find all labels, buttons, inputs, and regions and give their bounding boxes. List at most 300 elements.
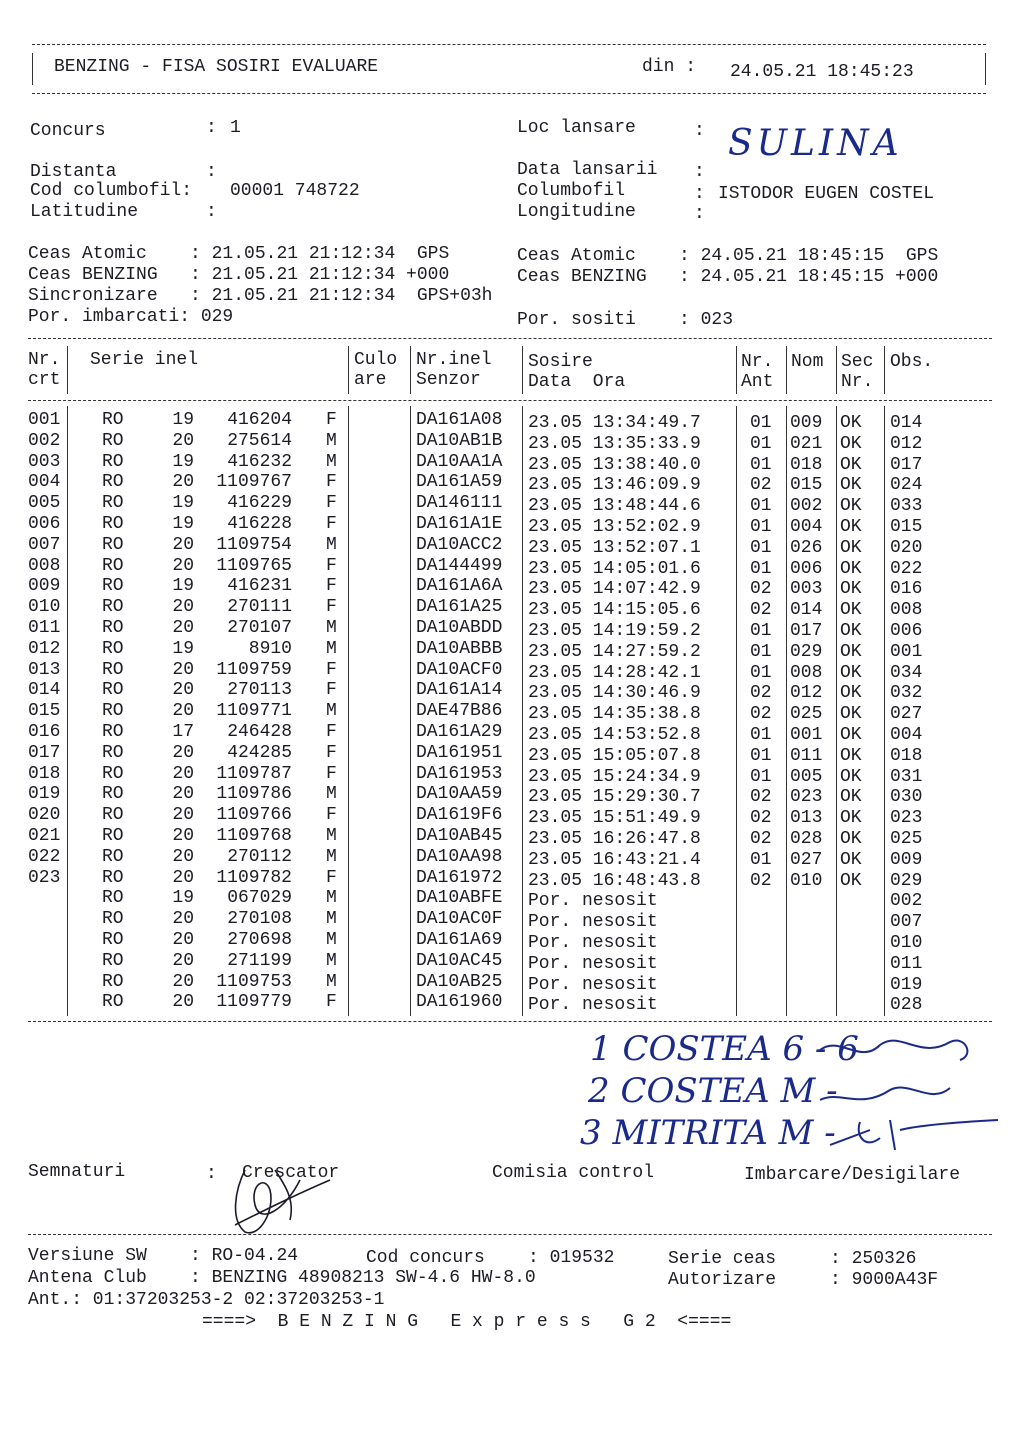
cell-tara: RO <box>102 763 124 784</box>
cell-tara: RO <box>102 909 124 930</box>
cell-sex: F <box>326 763 337 784</box>
cell-sex: M <box>326 846 337 867</box>
cell-crt: 005 <box>28 493 61 514</box>
clock-left-1: Ceas Atomic : 21.05.21 21:12:34 GPS <box>28 244 450 264</box>
cell-ant: 01 <box>750 454 772 475</box>
cell-sosire: 23.05 14:35:38.8 <box>528 704 701 725</box>
th-sec-2: Nr. <box>841 372 874 392</box>
sig-label: Semnaturi <box>28 1162 126 1182</box>
cell-ant: 01 <box>750 745 772 766</box>
cell-ant: 01 <box>750 662 772 683</box>
cell-sex: F <box>326 722 337 742</box>
label-latitudine: Latitudine <box>30 202 139 222</box>
cell-inel: 416204 <box>227 410 292 430</box>
cell-senzor: DA10AA59 <box>416 784 503 805</box>
cell-crt: 020 <box>28 805 61 826</box>
cell-sosire: 23.05 15:51:49.9 <box>528 808 701 829</box>
por-imbarcati: Por. imbarcati: 029 <box>28 307 234 327</box>
cell-an: 20 <box>172 930 194 950</box>
cell-sec: OK <box>840 829 862 849</box>
cell-sosire: 23.05 14:53:52.8 <box>528 725 701 745</box>
cell-sec: OK <box>840 433 862 454</box>
cell-tara: RO <box>102 971 124 992</box>
cell-senzor: DA161951 <box>416 742 503 763</box>
table-header-rule <box>28 400 992 401</box>
cell-sec: OK <box>840 745 862 766</box>
cell-tara: RO <box>102 430 124 451</box>
cell-tara: RO <box>102 846 124 867</box>
cell-senzor: DA144499 <box>416 555 503 576</box>
sig-crescator: Crescator <box>242 1163 340 1183</box>
din-label: din : <box>642 57 697 77</box>
cell-sosire: Por. nesosit <box>528 912 658 933</box>
sep-longitudine: : <box>694 204 705 224</box>
cell-inel: 416228 <box>227 514 292 534</box>
cell-an: 19 <box>172 576 194 597</box>
cell-an: 20 <box>172 784 194 805</box>
cell-senzor: DA10AB25 <box>416 971 503 992</box>
cell-sex: M <box>326 430 337 451</box>
th-nom: Nom <box>791 352 824 372</box>
cell-senzor: DA10ABBB <box>416 638 503 659</box>
cell-tara: RO <box>102 659 124 680</box>
cell-tara: RO <box>102 826 124 846</box>
cell-obs: 025 <box>890 829 923 849</box>
cell-senzor: DA10AC0F <box>416 909 503 930</box>
cell-crt: 018 <box>28 763 61 784</box>
cell-crt: 004 <box>28 472 61 493</box>
th-obs: Obs. <box>890 352 934 372</box>
cell-obs: 012 <box>890 433 923 454</box>
cell-sex: M <box>326 701 337 722</box>
cell-an: 20 <box>172 742 194 763</box>
cell-sec: OK <box>840 454 862 475</box>
cell-sosire: 23.05 13:48:44.6 <box>528 496 701 517</box>
cell-senzor: DA10AA98 <box>416 846 503 867</box>
cell-crt: 017 <box>28 742 61 763</box>
cell-inel: 1109759 <box>216 659 292 680</box>
cell-crt: 011 <box>28 618 61 638</box>
sig-comisia-control: Comisia control <box>492 1163 655 1183</box>
label-cod-columbofil: Cod columbofil: <box>30 181 193 201</box>
cell-senzor: DA161A08 <box>416 410 503 430</box>
cell-obs: 006 <box>890 621 923 641</box>
cell-obs: 017 <box>890 454 923 475</box>
cell-ant: 01 <box>750 766 772 787</box>
cell-senzor: DA1619F6 <box>416 805 503 826</box>
cell-sex: F <box>326 493 337 514</box>
cell-sosire: Por. nesosit <box>528 933 658 953</box>
sep-distanta: : <box>206 162 217 182</box>
cell-tara: RO <box>102 722 124 742</box>
cell-an: 20 <box>172 534 194 555</box>
cell-sosire: 23.05 14:19:59.2 <box>528 621 701 641</box>
cell-nom: 028 <box>790 829 823 849</box>
cell-ant: 02 <box>750 808 772 829</box>
cell-sosire: 23.05 14:07:42.9 <box>528 579 701 600</box>
cell-obs: 007 <box>890 912 923 933</box>
cell-inel: 1109754 <box>216 534 292 555</box>
th-sosire-2: Data Ora <box>528 372 626 392</box>
cell-inel: 8910 <box>248 638 292 659</box>
cell-crt: 009 <box>28 576 61 597</box>
cell-crt: 008 <box>28 555 61 576</box>
cell-crt: 010 <box>28 597 61 618</box>
th-crt: crt <box>28 370 61 390</box>
cell-sex: F <box>326 597 337 618</box>
cell-crt: 002 <box>28 430 61 451</box>
sep-columbofil: : <box>694 184 705 204</box>
cell-ant: 02 <box>750 829 772 849</box>
cell-inel: 416229 <box>227 493 292 514</box>
cell-an: 19 <box>172 410 194 430</box>
cell-sec: OK <box>840 641 862 662</box>
cell-sosire: 23.05 15:05:07.8 <box>528 745 701 766</box>
cell-nom: 004 <box>790 517 823 537</box>
cell-sex: M <box>326 950 337 971</box>
th-senzor-1: Nr.inel <box>416 350 492 370</box>
cell-senzor: DA10ACF0 <box>416 659 503 680</box>
clock-left-2: Ceas BENZING : 21.05.21 21:12:34 +000 <box>28 265 450 285</box>
cell-obs: 029 <box>890 870 923 891</box>
sep-loc-lansare: : <box>694 121 705 141</box>
cell-sec: OK <box>840 537 862 558</box>
footer-autorizare: Autorizare : 9000A43F <box>668 1270 939 1290</box>
cell-sosire: Por. nesosit <box>528 891 658 912</box>
cell-senzor: DA146111 <box>416 493 503 514</box>
th-sec-1: Sec <box>841 352 874 372</box>
cell-tara: RO <box>102 784 124 805</box>
cell-obs: 010 <box>890 933 923 953</box>
cell-senzor: DA10AB1B <box>416 430 503 451</box>
cell-sec: OK <box>840 725 862 745</box>
th-ant-1: Nr. <box>741 352 774 372</box>
cell-tara: RO <box>102 930 124 950</box>
cell-sosire: 23.05 16:26:47.8 <box>528 829 701 849</box>
cell-sec: OK <box>840 558 862 579</box>
cell-tara: RO <box>102 888 124 909</box>
cell-sex: F <box>326 410 337 430</box>
clock-right-2: Ceas BENZING : 24.05.21 18:45:15 +000 <box>517 267 939 287</box>
label-distanta: Distanta <box>30 162 117 182</box>
cell-sec: OK <box>840 766 862 787</box>
cell-tara: RO <box>102 576 124 597</box>
cell-inel: 270112 <box>227 846 292 867</box>
cell-obs: 024 <box>890 475 923 496</box>
cell-sosire: 23.05 14:30:46.9 <box>528 683 701 704</box>
cell-inel: 1109765 <box>216 555 292 576</box>
cell-sec: OK <box>840 870 862 891</box>
cell-an: 20 <box>172 659 194 680</box>
footer-rule <box>28 1234 992 1235</box>
cell-obs: 022 <box>890 558 923 579</box>
cell-an: 20 <box>172 701 194 722</box>
cell-nom: 018 <box>790 454 823 475</box>
cell-inel: 1109782 <box>216 867 292 888</box>
cell-ant: 01 <box>750 849 772 870</box>
th-ant-2: Ant <box>741 372 774 392</box>
cell-sec: OK <box>840 787 862 808</box>
cell-sec: OK <box>840 662 862 683</box>
cell-nom: 006 <box>790 558 823 579</box>
cell-inel: 270698 <box>227 930 292 950</box>
cell-tara: RO <box>102 514 124 534</box>
value-columbofil: ISTODOR EUGEN COSTEL <box>718 184 935 204</box>
cell-an: 19 <box>172 888 194 909</box>
sig-sep: : <box>206 1164 217 1184</box>
sep-concurs: : <box>206 118 217 138</box>
cell-nom: 008 <box>790 662 823 683</box>
cell-sex: F <box>326 680 337 701</box>
clock-left-3: Sincronizare : 21.05.21 21:12:34 GPS+03h <box>28 286 493 306</box>
cell-ant: 02 <box>750 870 772 891</box>
cell-an: 20 <box>172 805 194 826</box>
value-cod-columbofil: 00001 748722 <box>230 181 360 201</box>
clock-right-1: Ceas Atomic : 24.05.21 18:45:15 GPS <box>517 246 939 266</box>
cell-inel: 270113 <box>227 680 292 701</box>
th-culoare-1: Culo <box>354 350 398 370</box>
por-sositi: Por. sositi : 023 <box>517 310 734 330</box>
cell-sosire: 23.05 16:43:21.4 <box>528 849 701 870</box>
cell-senzor: DA10AB45 <box>416 826 503 846</box>
cell-crt: 021 <box>28 826 61 846</box>
handwritten-note-1: 1 COSTEA 6 - 6 <box>590 1029 859 1069</box>
label-columbofil: Columbofil <box>517 181 626 201</box>
cell-senzor: DA161960 <box>416 992 503 1013</box>
cell-sex: M <box>326 909 337 930</box>
cell-an: 20 <box>172 472 194 493</box>
cell-inel: 1109771 <box>216 701 292 722</box>
cell-sex: M <box>326 451 337 472</box>
cell-nom: 023 <box>790 787 823 808</box>
cell-sosire: 23.05 13:52:02.9 <box>528 517 701 537</box>
cell-sex: M <box>326 784 337 805</box>
cell-an: 19 <box>172 638 194 659</box>
th-senzor-2: Senzor <box>416 370 481 390</box>
cell-tara: RO <box>102 742 124 763</box>
footer-antena: Antena Club : BENZING 48908213 SW-4.6 HW-8.0 <box>28 1268 536 1288</box>
cell-inel: 271199 <box>227 950 292 971</box>
cell-inel: 270107 <box>227 618 292 638</box>
cell-nom: 010 <box>790 870 823 891</box>
cell-obs: 020 <box>890 537 923 558</box>
cell-an: 20 <box>172 680 194 701</box>
cell-inel: 416231 <box>227 576 292 597</box>
cell-an: 20 <box>172 846 194 867</box>
cell-crt: 007 <box>28 534 61 555</box>
cell-obs: 004 <box>890 725 923 745</box>
cell-tara: RO <box>102 534 124 555</box>
cell-sex: F <box>326 472 337 493</box>
cell-sec: OK <box>840 704 862 725</box>
cell-an: 20 <box>172 950 194 971</box>
cell-an: 19 <box>172 493 194 514</box>
cell-sec: OK <box>840 475 862 496</box>
cell-inel: 1109786 <box>216 784 292 805</box>
cell-senzor: DAE47B86 <box>416 701 503 722</box>
cell-ant: 01 <box>750 641 772 662</box>
cell-crt: 001 <box>28 410 61 430</box>
cell-tara: RO <box>102 451 124 472</box>
cell-obs: 030 <box>890 787 923 808</box>
cell-sec: OK <box>840 579 862 600</box>
cell-nom: 029 <box>790 641 823 662</box>
cell-tara: RO <box>102 410 124 430</box>
cell-sec: OK <box>840 808 862 829</box>
cell-sex: M <box>326 930 337 950</box>
cell-sex: M <box>326 971 337 992</box>
footer-serie-ceas: Serie ceas : 250326 <box>668 1249 917 1269</box>
cell-senzor: DA161A59 <box>416 472 503 493</box>
cell-obs: 001 <box>890 641 923 662</box>
cell-inel: 1109766 <box>216 805 292 826</box>
cell-sec: OK <box>840 600 862 621</box>
cell-tara: RO <box>102 950 124 971</box>
cell-tara: RO <box>102 472 124 493</box>
cell-inel: 1109753 <box>216 971 292 992</box>
cell-sosire: 23.05 16:48:43.8 <box>528 870 701 891</box>
cell-ant: 01 <box>750 496 772 517</box>
cell-inel: 416232 <box>227 451 292 472</box>
sig-imbarcare: Imbarcare/Desigilare <box>744 1165 961 1185</box>
cell-crt: 019 <box>28 784 61 805</box>
cell-sex: F <box>326 742 337 763</box>
sheet-title: BENZING - FISA SOSIRI EVALUARE <box>54 57 379 77</box>
cell-sex: M <box>326 638 337 659</box>
cell-ant: 01 <box>750 558 772 579</box>
cell-obs: 031 <box>890 766 923 787</box>
cell-crt: 013 <box>28 659 61 680</box>
cell-senzor: DA10ABFE <box>416 888 503 909</box>
cell-nom: 014 <box>790 600 823 621</box>
cell-nom: 026 <box>790 537 823 558</box>
cell-senzor: DA161A69 <box>416 930 503 950</box>
cell-sex: F <box>326 867 337 888</box>
cell-nom: 017 <box>790 621 823 641</box>
cell-obs: 032 <box>890 683 923 704</box>
cell-inel: 1109767 <box>216 472 292 493</box>
cell-inel: 270108 <box>227 909 292 930</box>
cell-nom: 002 <box>790 496 823 517</box>
th-serie-inel: Serie inel <box>90 350 199 370</box>
cell-obs: 014 <box>890 413 923 433</box>
cell-nom: 012 <box>790 683 823 704</box>
crescator-signature-icon <box>215 1150 335 1240</box>
cell-an: 20 <box>172 992 194 1013</box>
cell-senzor: DA161A25 <box>416 597 503 618</box>
cell-senzor: DA10AC45 <box>416 950 503 971</box>
cell-ant: 02 <box>750 683 772 704</box>
footer-versiune: Versiune SW : RO-04.24 <box>28 1246 299 1266</box>
cell-sex: M <box>326 826 337 846</box>
cell-tara: RO <box>102 493 124 514</box>
cell-inel: 424285 <box>227 742 292 763</box>
cell-crt: 003 <box>28 451 61 472</box>
cell-tara: RO <box>102 680 124 701</box>
cell-ant: 01 <box>750 537 772 558</box>
cell-tara: RO <box>102 701 124 722</box>
cell-crt: 015 <box>28 701 61 722</box>
cell-sec: OK <box>840 496 862 517</box>
cell-sex: F <box>326 514 337 534</box>
cell-sosire: 23.05 13:52:07.1 <box>528 537 701 558</box>
cell-crt: 016 <box>28 722 61 742</box>
cell-senzor: DA161953 <box>416 763 503 784</box>
cell-ant: 01 <box>750 433 772 454</box>
label-loc-lansare: Loc lansare <box>517 118 636 138</box>
th-sosire-1: Sosire <box>528 352 593 372</box>
cell-an: 20 <box>172 909 194 930</box>
cell-an: 20 <box>172 826 194 846</box>
value-concurs: 1 <box>230 118 241 138</box>
cell-obs: 016 <box>890 579 923 600</box>
cell-obs: 018 <box>890 745 923 766</box>
cell-nom: 001 <box>790 725 823 745</box>
cell-ant: 01 <box>750 621 772 641</box>
cell-sec: OK <box>840 621 862 641</box>
cell-sosire: Por. nesosit <box>528 953 658 974</box>
cell-sex: M <box>326 618 337 638</box>
cell-sec: OK <box>840 413 862 433</box>
cell-sosire: 23.05 14:05:01.6 <box>528 558 701 579</box>
cell-crt: 006 <box>28 514 61 534</box>
cell-an: 20 <box>172 867 194 888</box>
cell-obs: 008 <box>890 600 923 621</box>
cell-ant: 02 <box>750 787 772 808</box>
value-loc-lansare-handwritten: SULINA <box>728 123 903 164</box>
handwritten-note-2: 2 COSTEA M - <box>588 1071 838 1111</box>
cell-nom: 003 <box>790 579 823 600</box>
cell-tara: RO <box>102 805 124 826</box>
cell-sex: F <box>326 555 337 576</box>
label-data-lansarii: Data lansarii <box>517 160 658 180</box>
sep-data-lansarii: : <box>694 162 705 182</box>
footer-ant: Ant.: 01:37203253-2 02:37203253-1 <box>28 1290 385 1310</box>
cell-sosire: 23.05 14:28:42.1 <box>528 662 701 683</box>
cell-ant: 02 <box>750 579 772 600</box>
cell-obs: 023 <box>890 808 923 829</box>
cell-obs: 028 <box>890 995 923 1016</box>
cell-nom: 025 <box>790 704 823 725</box>
cell-inel: 270111 <box>227 597 292 618</box>
cell-sosire: 23.05 15:24:34.9 <box>528 766 701 787</box>
table-top-rule <box>28 338 992 339</box>
cell-nom: 005 <box>790 766 823 787</box>
cell-obs: 015 <box>890 517 923 537</box>
cell-senzor: DA161A6A <box>416 576 503 597</box>
cell-obs: 011 <box>890 953 923 974</box>
handwritten-initials-icon <box>800 1030 1000 1160</box>
cell-senzor: DA161972 <box>416 867 503 888</box>
cell-ant: 01 <box>750 725 772 745</box>
cell-senzor: DA161A1E <box>416 514 503 534</box>
th-culoare-2: are <box>354 370 387 390</box>
cell-ant: 01 <box>750 413 772 433</box>
sep-latitudine: : <box>206 202 217 222</box>
cell-an: 20 <box>172 763 194 784</box>
cell-tara: RO <box>102 597 124 618</box>
handwritten-note-3: 3 MITRITA M - <box>580 1113 836 1153</box>
cell-inel: 067029 <box>227 888 292 909</box>
cell-an: 20 <box>172 555 194 576</box>
cell-sosire: 23.05 15:29:30.7 <box>528 787 701 808</box>
cell-obs: 033 <box>890 496 923 517</box>
cell-sex: F <box>326 992 337 1013</box>
cell-an: 20 <box>172 597 194 618</box>
cell-tara: RO <box>102 867 124 888</box>
cell-an: 19 <box>172 451 194 472</box>
cell-crt: 023 <box>28 867 61 888</box>
